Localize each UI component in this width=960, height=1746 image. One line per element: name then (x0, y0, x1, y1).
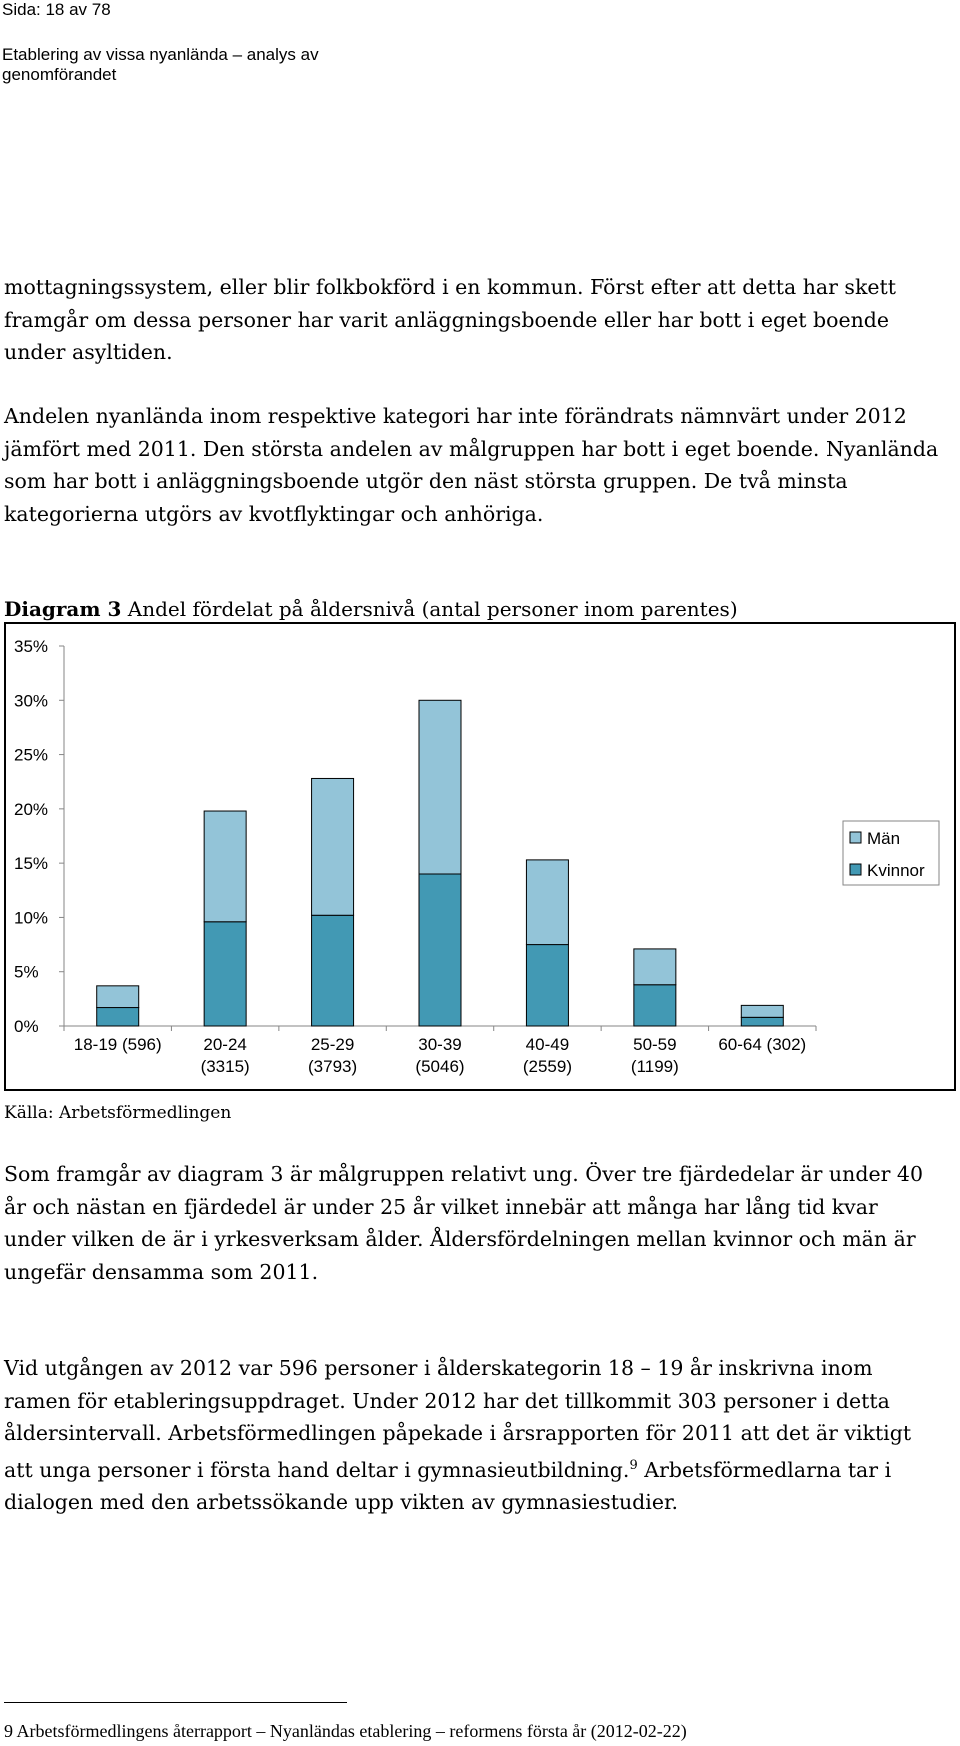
bar-kvinnor-25-29 (312, 915, 354, 1026)
page-number: Sida: 18 av 78 (2, 0, 111, 19)
caption-text: Andel fördelat på åldersnivå (antal personer inom parentes) (127, 597, 738, 621)
paragraph-4 (4, 1352, 944, 1518)
chart-canvas (6, 624, 954, 1089)
y-tick-label: 5% (14, 962, 39, 982)
legend-label: Kvinnor (867, 861, 925, 880)
x-category-count: (1199) (630, 1057, 679, 1076)
x-category-count: (2559) (522, 1057, 572, 1076)
y-tick-label: 25% (14, 745, 49, 765)
paragraph-3: Som framgår av diagram 3 är målgruppen relativt ung. Över tre fjärdedelar är under 40 år och nästan en fjärdedel är under 25 år vilket innebär att många har lång tid kvar under vilken de är i yrkesverksam ålder. Åldersfördelningen mellan kvinnor och män är ungefär densamma som 2011. (4, 1162, 923, 1284)
bar-kvinnor-40-49 (526, 945, 568, 1026)
x-category-count: (3315) (200, 1057, 250, 1076)
document-title: Etablering av vissa nyanlända – analys av genomförandet (2, 45, 319, 84)
x-category-label: 20-24 (203, 1035, 247, 1054)
bar-kvinnor-30-39 (419, 874, 461, 1026)
x-category-label: 50-59 (633, 1035, 677, 1054)
y-tick-label: 20% (14, 799, 49, 819)
footnote: 9 Arbetsförmedlingens återrapport – Nyanländas etablering – reformens första år (2012-02-22) (4, 1721, 687, 1741)
y-tick-label: 35% (14, 637, 49, 656)
caption-label: Diagram 3 (4, 597, 122, 621)
y-tick-label: 15% (14, 854, 49, 874)
bar-man-50-59 (634, 949, 676, 985)
bar-man-60-64 (741, 1005, 783, 1017)
x-category-count: (5046) (415, 1057, 465, 1076)
bar-kvinnor-18-19 (97, 1008, 139, 1026)
bar-kvinnor-20-24 (204, 922, 246, 1026)
x-category-label: 25-29 (310, 1035, 355, 1054)
paragraph-1: mottagningssystem, eller blir folkbokförd i en kommun. Först efter att detta har skett framgår om dessa personer har varit anläggningsboende eller har bott i eget boende under asyltiden. (4, 275, 896, 364)
y-tick-label: 30% (14, 691, 49, 711)
x-category-label: 60-64 (302) (718, 1035, 807, 1054)
y-tick-label: 0% (14, 1017, 39, 1036)
paragraph-4-text: Vid utgången av 2012 var 596 personer i ålderskategorin 18 – 19 år inskrivna inom ramen för etableringsuppdraget. Under 2012 har det tillkommit 303 personer i detta åldersintervall. Arbetsförmedlingen påpekade i årsrapporten för 2011 att det är viktigt att unga personer i första hand deltar i gymnasieutbildning. (4, 1356, 912, 1482)
paragraph-2: Andelen nyanlända inom respektive kategori har inte förändrats nämnvärt under 2012 jämfört med 2011. Den största andelen av målgruppen har bott i eget boende. Nyanlända som har bott i anläggningsboende utgör den näst största gruppen. De två minsta kategorierna utgörs av kvotflyktingar och anhöriga. (4, 404, 939, 526)
bar-chart (4, 622, 956, 1091)
bar-kvinnor-60-64 (741, 1017, 783, 1026)
x-category-label: 40-49 (525, 1035, 570, 1054)
footnote-reference[interactable]: 9 (629, 1457, 638, 1473)
bar-man-25-29 (312, 778, 354, 915)
chart-source: Källa: Arbetsförmedlingen (4, 1103, 232, 1123)
legend-label: Män (867, 829, 901, 848)
bar-man-18-19 (97, 986, 139, 1008)
figure-caption (4, 596, 738, 622)
x-category-label: 30-39 (418, 1035, 462, 1054)
bar-kvinnor-50-59 (634, 985, 676, 1026)
legend-swatch-Män (850, 832, 861, 843)
footnote-divider (4, 1702, 347, 1703)
bar-man-40-49 (526, 860, 568, 945)
y-tick-label: 10% (14, 908, 49, 928)
bar-man-20-24 (204, 811, 246, 922)
x-category-count: (3793) (308, 1057, 358, 1076)
bar-man-30-39 (419, 700, 461, 874)
x-category-label: 18-19 (596) (73, 1035, 162, 1054)
paragraph-4-continued: Arbetsförmedlarna tar i dialogen med den arbetssökande upp vikten av gymnasiestudier. (4, 1457, 892, 1514)
legend-swatch-Kvinnor (850, 864, 861, 875)
